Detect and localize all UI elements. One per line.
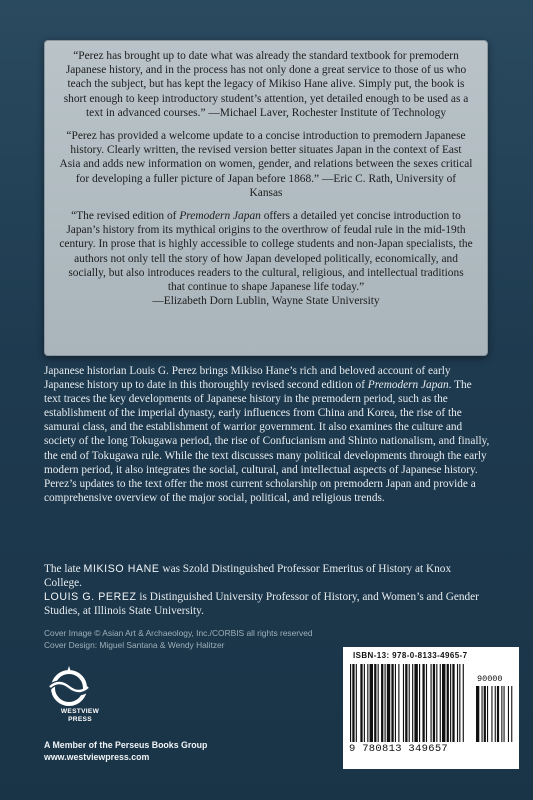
barcode-digits: 9 780813 349657 (349, 743, 449, 755)
barcode-bar (463, 664, 464, 742)
barcode-bar (504, 686, 505, 742)
logo-line: PRESS (68, 716, 92, 723)
barcode-bar (440, 664, 441, 742)
bio-text: was Szold Distinguished Professor Emeritus of History at Knox College. (44, 563, 452, 590)
book-title: Premodern Japan (367, 379, 449, 392)
barcode-bar (422, 664, 424, 742)
barcode-bar (442, 664, 445, 742)
blurb-quote (59, 209, 473, 308)
logo-line: WESTVIEW (60, 708, 100, 715)
isbn-text: ISBN-13: 978-0-8133-4965-7 (353, 651, 468, 660)
barcode-bar (367, 664, 368, 742)
author-name: MIKISO HANE (83, 563, 160, 575)
barcode-bar (378, 664, 379, 742)
description-text: Japanese historian Louis G. Perez brings Mikiso Hane’s rich and beloved account of early Japanese history up to date in this thoroughly revised second edition of (44, 365, 451, 392)
author-bio-perez (44, 590, 490, 618)
barcode-bar (433, 664, 435, 742)
blurb-box (44, 40, 488, 356)
barcode-bar (487, 686, 488, 742)
quote-attribution: —Eric C. Rath, University of Kansas (249, 172, 457, 199)
barcode-bar (495, 686, 496, 742)
barcode-bar (419, 664, 420, 742)
barcode-bar (403, 664, 404, 742)
publisher-logo-text (50, 708, 110, 724)
author-bio-hane (44, 562, 490, 590)
barcode-graphic (348, 664, 514, 744)
barcode-bar (381, 664, 383, 742)
barcode-bar (387, 664, 390, 742)
cover-image-credit: Cover Image © Asian Art & Archaeology, Inc./CORBIS all rights reserved (44, 628, 313, 638)
barcode-bar (491, 686, 492, 742)
bio-text: is Distinguished University Professor of History, and Women’s and Gender Studies, at Illinois State University. (44, 591, 479, 618)
barcode-bar (508, 686, 509, 742)
barcode-bar (436, 664, 437, 742)
bio-prefix: The late (44, 563, 84, 575)
barcode-bar (356, 664, 357, 742)
barcode-bar (459, 664, 460, 742)
barcode-bar (364, 664, 365, 742)
quote-attribution: —Elizabeth Dorn Lublin, Wayne State University (152, 295, 380, 308)
quote-attribution: —Michael Laver, Rochester Institute of Technology (208, 106, 447, 119)
barcode-bar (482, 686, 483, 742)
book-description (44, 364, 490, 505)
barcode-bar (511, 686, 512, 742)
author-name: LOUIS G. PEREZ (44, 591, 137, 603)
barcode-bar (412, 664, 413, 742)
book-title: Premodern Japan (179, 210, 261, 223)
barcode-bar (398, 664, 399, 742)
barcode-bar (414, 664, 417, 742)
cover-design-credit: Cover Design: Miguel Santana & Wendy Halitzer (44, 640, 225, 650)
barcode-bar (450, 664, 451, 742)
barcode-bar (497, 686, 499, 742)
publisher-member-line: A Member of the Perseus Books Group (44, 740, 208, 750)
barcode-bar (476, 686, 479, 742)
publisher-website: www.westviewpress.com (44, 752, 150, 762)
barcode-bar (360, 664, 362, 742)
barcode-bar (374, 664, 376, 742)
barcode-bar (501, 686, 502, 742)
barcode-bar (395, 664, 396, 742)
barcode-bar (457, 664, 458, 742)
westview-press-logo-icon (44, 666, 114, 736)
barcode-bar (426, 664, 427, 742)
quote-text: “Perez has brought up to date what was already the standard textbook for premodern Japanese history, and in the process has not only done a great service to those of us who teach the subject, but has kept the legacy of Mikiso Hane alive. Simply put, the book is short enough to keep introductory student’s attention, yet detailed enough to be used as a text in advanced courses.” (63, 50, 469, 119)
barcode-bar (391, 664, 393, 742)
barcode-bar (447, 664, 449, 742)
blurb-quote (59, 49, 473, 120)
barcode-bar (352, 664, 354, 742)
quote-text: offers a detailed yet concise introduction to Japan’s history from its mythical origins to the overthrow of feudal rule in the mid-19th century. In prose that is highly accessible to college students and non-Japan specialists, the authors not only tell the story of how Japan developed politically, economically, and socially, but also introduces readers to the cultural, religious, and intellectual traditions that continue to shape Japanese life today.” (59, 210, 473, 294)
quote-text: “The revised edition of (71, 210, 180, 223)
barcode-bar (431, 664, 432, 742)
barcode-bar (409, 664, 410, 742)
barcode-bar (405, 664, 407, 742)
barcode-bar (350, 664, 351, 742)
cover-credits (44, 627, 313, 651)
barcode-bar (385, 664, 386, 742)
barcode-bar (370, 664, 373, 742)
barcode-bar (452, 664, 454, 742)
blurb-quote (59, 129, 473, 200)
price-code: 90000 (477, 674, 503, 684)
description-text: . The text traces the key developments of Japanese history in the premodern period, such as the establishment of the imperial dynasty, early influences from China and Korea, the rise of the samurai class, and the establishment of warrior government. It also examines the culture and society of the long Tokugawa period, the rise of Confucianism and Shinto nationalism, and finally, the end of Tokugawa rule. While the text discusses many political developments through the early modern period, it also integrates the social, cultural, and intellectual aspects of Japanese history. Perez’s updates to the text offer the most current scholarship on premodern Japan and provide a comprehensive overview of the major social, political, and religious trends. (44, 379, 490, 504)
barcode-bar (484, 686, 486, 742)
quote-text: “Perez has provided a welcome update to a concise introduction to premodern Japanese history. Clearly written, the revised version better situates Japan in the context of East Asia and adds new information on women, gender, and relations between the sexes critical for developing a fuller picture of Japan before 1868.” (59, 130, 473, 185)
